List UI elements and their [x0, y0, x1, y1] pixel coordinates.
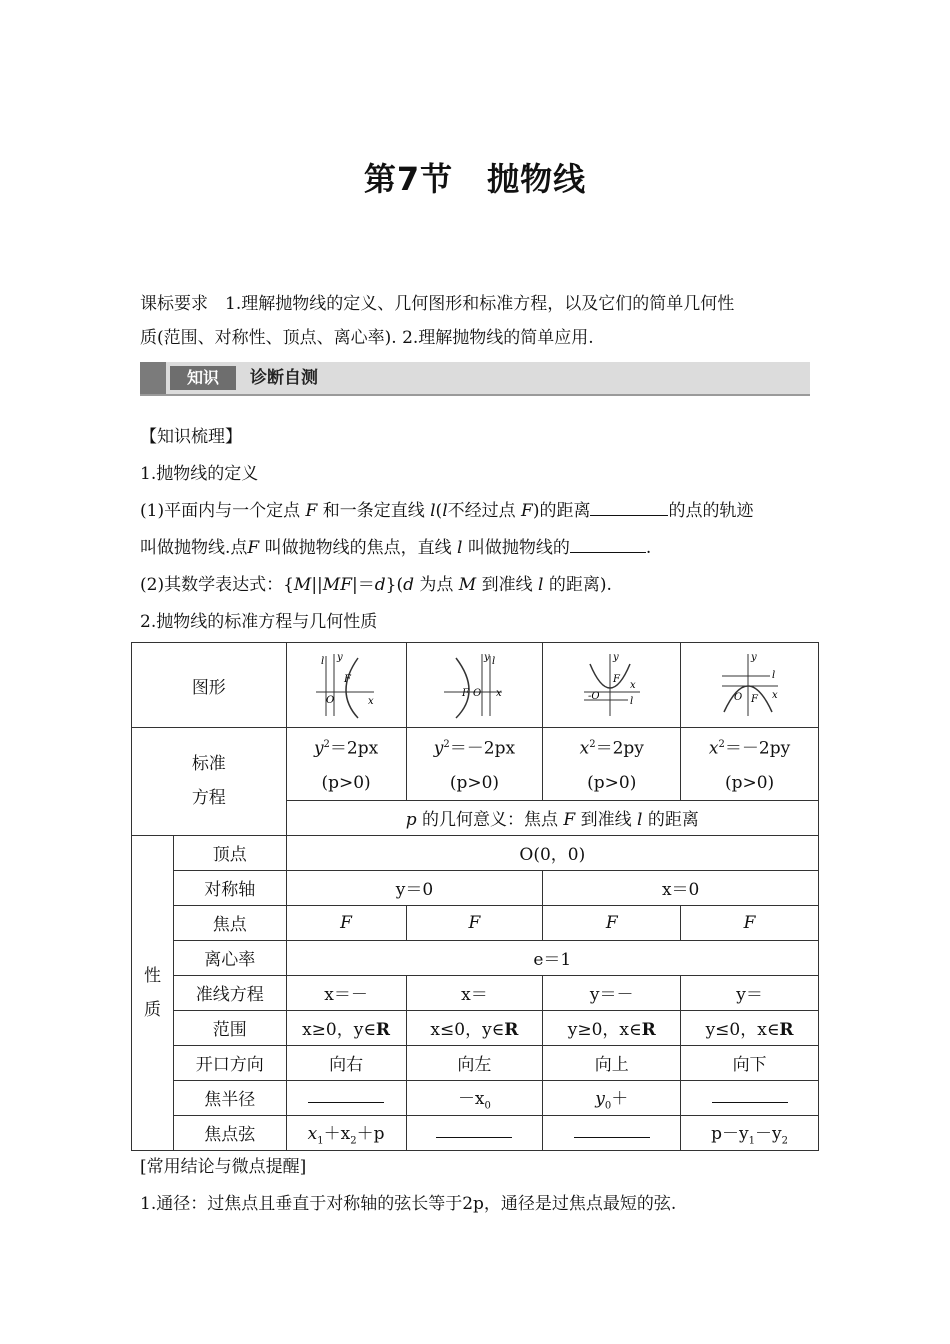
expression-line: (2)其数学表达式：{M||MF|＝d}(d 为点 M 到准线 l 的距离).	[140, 575, 612, 595]
table-row	[132, 1010, 819, 1045]
parabola-up-figure	[543, 643, 681, 728]
svg-text:l: l	[629, 696, 633, 707]
knowledge-heading: 【知识梳理】	[140, 427, 242, 447]
directrix-value: x＝	[406, 975, 543, 1010]
svg-text:y: y	[612, 652, 619, 663]
svg-text:x: x	[496, 688, 503, 699]
table-row	[132, 728, 819, 801]
requirements-line-2: 质(范围、对称性、顶点、离心率). 2.理解抛物线的简单应用.	[140, 328, 594, 348]
requirements-line-1: 课标要求 1.理解抛物线的定义、几何图形和标准方程，以及它们的简单几何性	[140, 294, 735, 314]
p-meaning: p 的几何意义：焦点 F 到准线 l 的距离	[286, 800, 818, 835]
eccentricity-label: 离心率	[173, 940, 286, 975]
parabola-left-figure	[406, 643, 543, 728]
vertex-value: O(0，0)	[286, 835, 818, 870]
subheading-properties: 2.抛物线的标准方程与几何性质	[140, 612, 378, 632]
svg-text:F: F	[612, 674, 620, 685]
range-value: y≥0，x∈R	[543, 1010, 681, 1045]
parabola-down-figure	[681, 643, 819, 728]
focus-value: F	[406, 905, 543, 940]
conclusions-section	[140, 1150, 816, 1221]
conclusion-line-1: 1.通径：过焦点且垂直于对称轴的弦长等于2p，通径是过焦点最短的弦.	[140, 1194, 677, 1214]
conclusions-heading: [常用结论与微点提醒]	[140, 1157, 307, 1177]
table-row	[132, 940, 819, 975]
knowledge-section	[140, 420, 816, 639]
focal-radius-value	[681, 1080, 819, 1115]
svg-text:-O: -O	[587, 691, 600, 702]
opening-value: 向左	[406, 1045, 543, 1080]
focus-label: 焦点	[173, 905, 286, 940]
opening-value: 向下	[681, 1045, 819, 1080]
table-row	[132, 1080, 819, 1115]
directrix-value: y＝－	[543, 975, 681, 1010]
svg-text:F: F	[750, 694, 758, 705]
opening-value: 向右	[286, 1045, 406, 1080]
range-value: x≤0，y∈R	[406, 1010, 543, 1045]
table-row	[132, 643, 819, 728]
equation-up: $x^2=2py$ (p>0)	[543, 728, 681, 801]
svg-text:O: O	[326, 695, 335, 706]
opening-value: 向上	[543, 1045, 681, 1080]
opening-label: 开口方向	[173, 1045, 286, 1080]
equation-left: $y^2=-2px$ (p>0)	[406, 728, 543, 801]
svg-text:y: y	[750, 652, 757, 663]
directrix-label: 准线方程	[173, 975, 286, 1010]
focal-radius-value: $y_0+$	[543, 1080, 681, 1115]
banner-accent	[140, 362, 166, 394]
focal-radius-value	[286, 1080, 406, 1115]
section-number: 第7节	[363, 160, 454, 198]
focal-radius-value: $-x_0$	[406, 1080, 543, 1115]
svg-text:l: l	[321, 656, 325, 667]
section-banner	[140, 362, 810, 396]
table-row	[132, 1045, 819, 1080]
eccentricity-value: e＝1	[286, 940, 818, 975]
banner-label: 诊断自测	[250, 368, 318, 388]
focal-chord-label: 焦点弦	[173, 1115, 286, 1150]
equation-right: $y^2=2px$ (p>0)	[286, 728, 406, 801]
section-name: 抛物线	[487, 160, 587, 198]
focal-chord-value	[543, 1115, 681, 1150]
directrix-value: x＝－	[286, 975, 406, 1010]
axis-value-x: y＝0	[286, 870, 543, 905]
figure-label: 图形	[132, 643, 287, 728]
range-label: 范围	[173, 1010, 286, 1045]
focus-value: F	[543, 905, 681, 940]
properties-table	[131, 642, 819, 1151]
table-row	[132, 835, 819, 870]
subheading-definition: 1.抛物线的定义	[140, 464, 259, 484]
requirements	[140, 287, 816, 355]
focus-value: F	[681, 905, 819, 940]
properties-label: 性 质	[132, 835, 174, 1150]
table-row	[132, 905, 819, 940]
svg-text:x: x	[368, 696, 374, 707]
range-value: x≥0，y∈R	[286, 1010, 406, 1045]
blank	[590, 515, 668, 516]
table-row	[132, 870, 819, 905]
svg-text:y: y	[484, 652, 491, 663]
svg-text:y: y	[337, 652, 343, 663]
parabola-right-figure	[286, 643, 406, 728]
banner-tag: 知识	[170, 366, 236, 390]
focal-chord-value: $x_1+x_2+p$	[286, 1115, 406, 1150]
svg-text:F: F	[344, 674, 352, 685]
svg-text:x: x	[629, 680, 636, 691]
svg-text:x: x	[771, 690, 778, 701]
range-value: y≤0，x∈R	[681, 1010, 819, 1045]
directrix-value: y＝	[681, 975, 819, 1010]
vertex-label: 顶点	[173, 835, 286, 870]
svg-text:F: F	[462, 688, 470, 699]
svg-text:l: l	[771, 670, 775, 681]
definition-line-2: 叫做抛物线.点F 叫做抛物线的焦点，直线 l 叫做抛物线的 .	[140, 538, 652, 558]
svg-text:l: l	[492, 656, 496, 667]
focal-chord-value: $p-y_1-y_2$	[681, 1115, 819, 1150]
blank	[570, 552, 646, 553]
focal-radius-label: 焦半径	[173, 1080, 286, 1115]
table-row	[132, 975, 819, 1010]
focus-value: F	[286, 905, 406, 940]
axis-value-y: x＝0	[543, 870, 819, 905]
equation-label: 标准 方程	[132, 728, 287, 836]
svg-text:O: O	[473, 688, 482, 699]
axis-label: 对称轴	[173, 870, 286, 905]
table-row	[132, 1115, 819, 1150]
svg-text:O: O	[733, 692, 742, 703]
equation-down: $x^2=-2py$ (p>0)	[681, 728, 819, 801]
page-title	[0, 154, 950, 200]
definition-line-1: (1)平面内与一个定点 F 和一条定直线 l(l不经过点 F)的距离 的点的轨迹	[140, 501, 754, 521]
focal-chord-value	[406, 1115, 543, 1150]
